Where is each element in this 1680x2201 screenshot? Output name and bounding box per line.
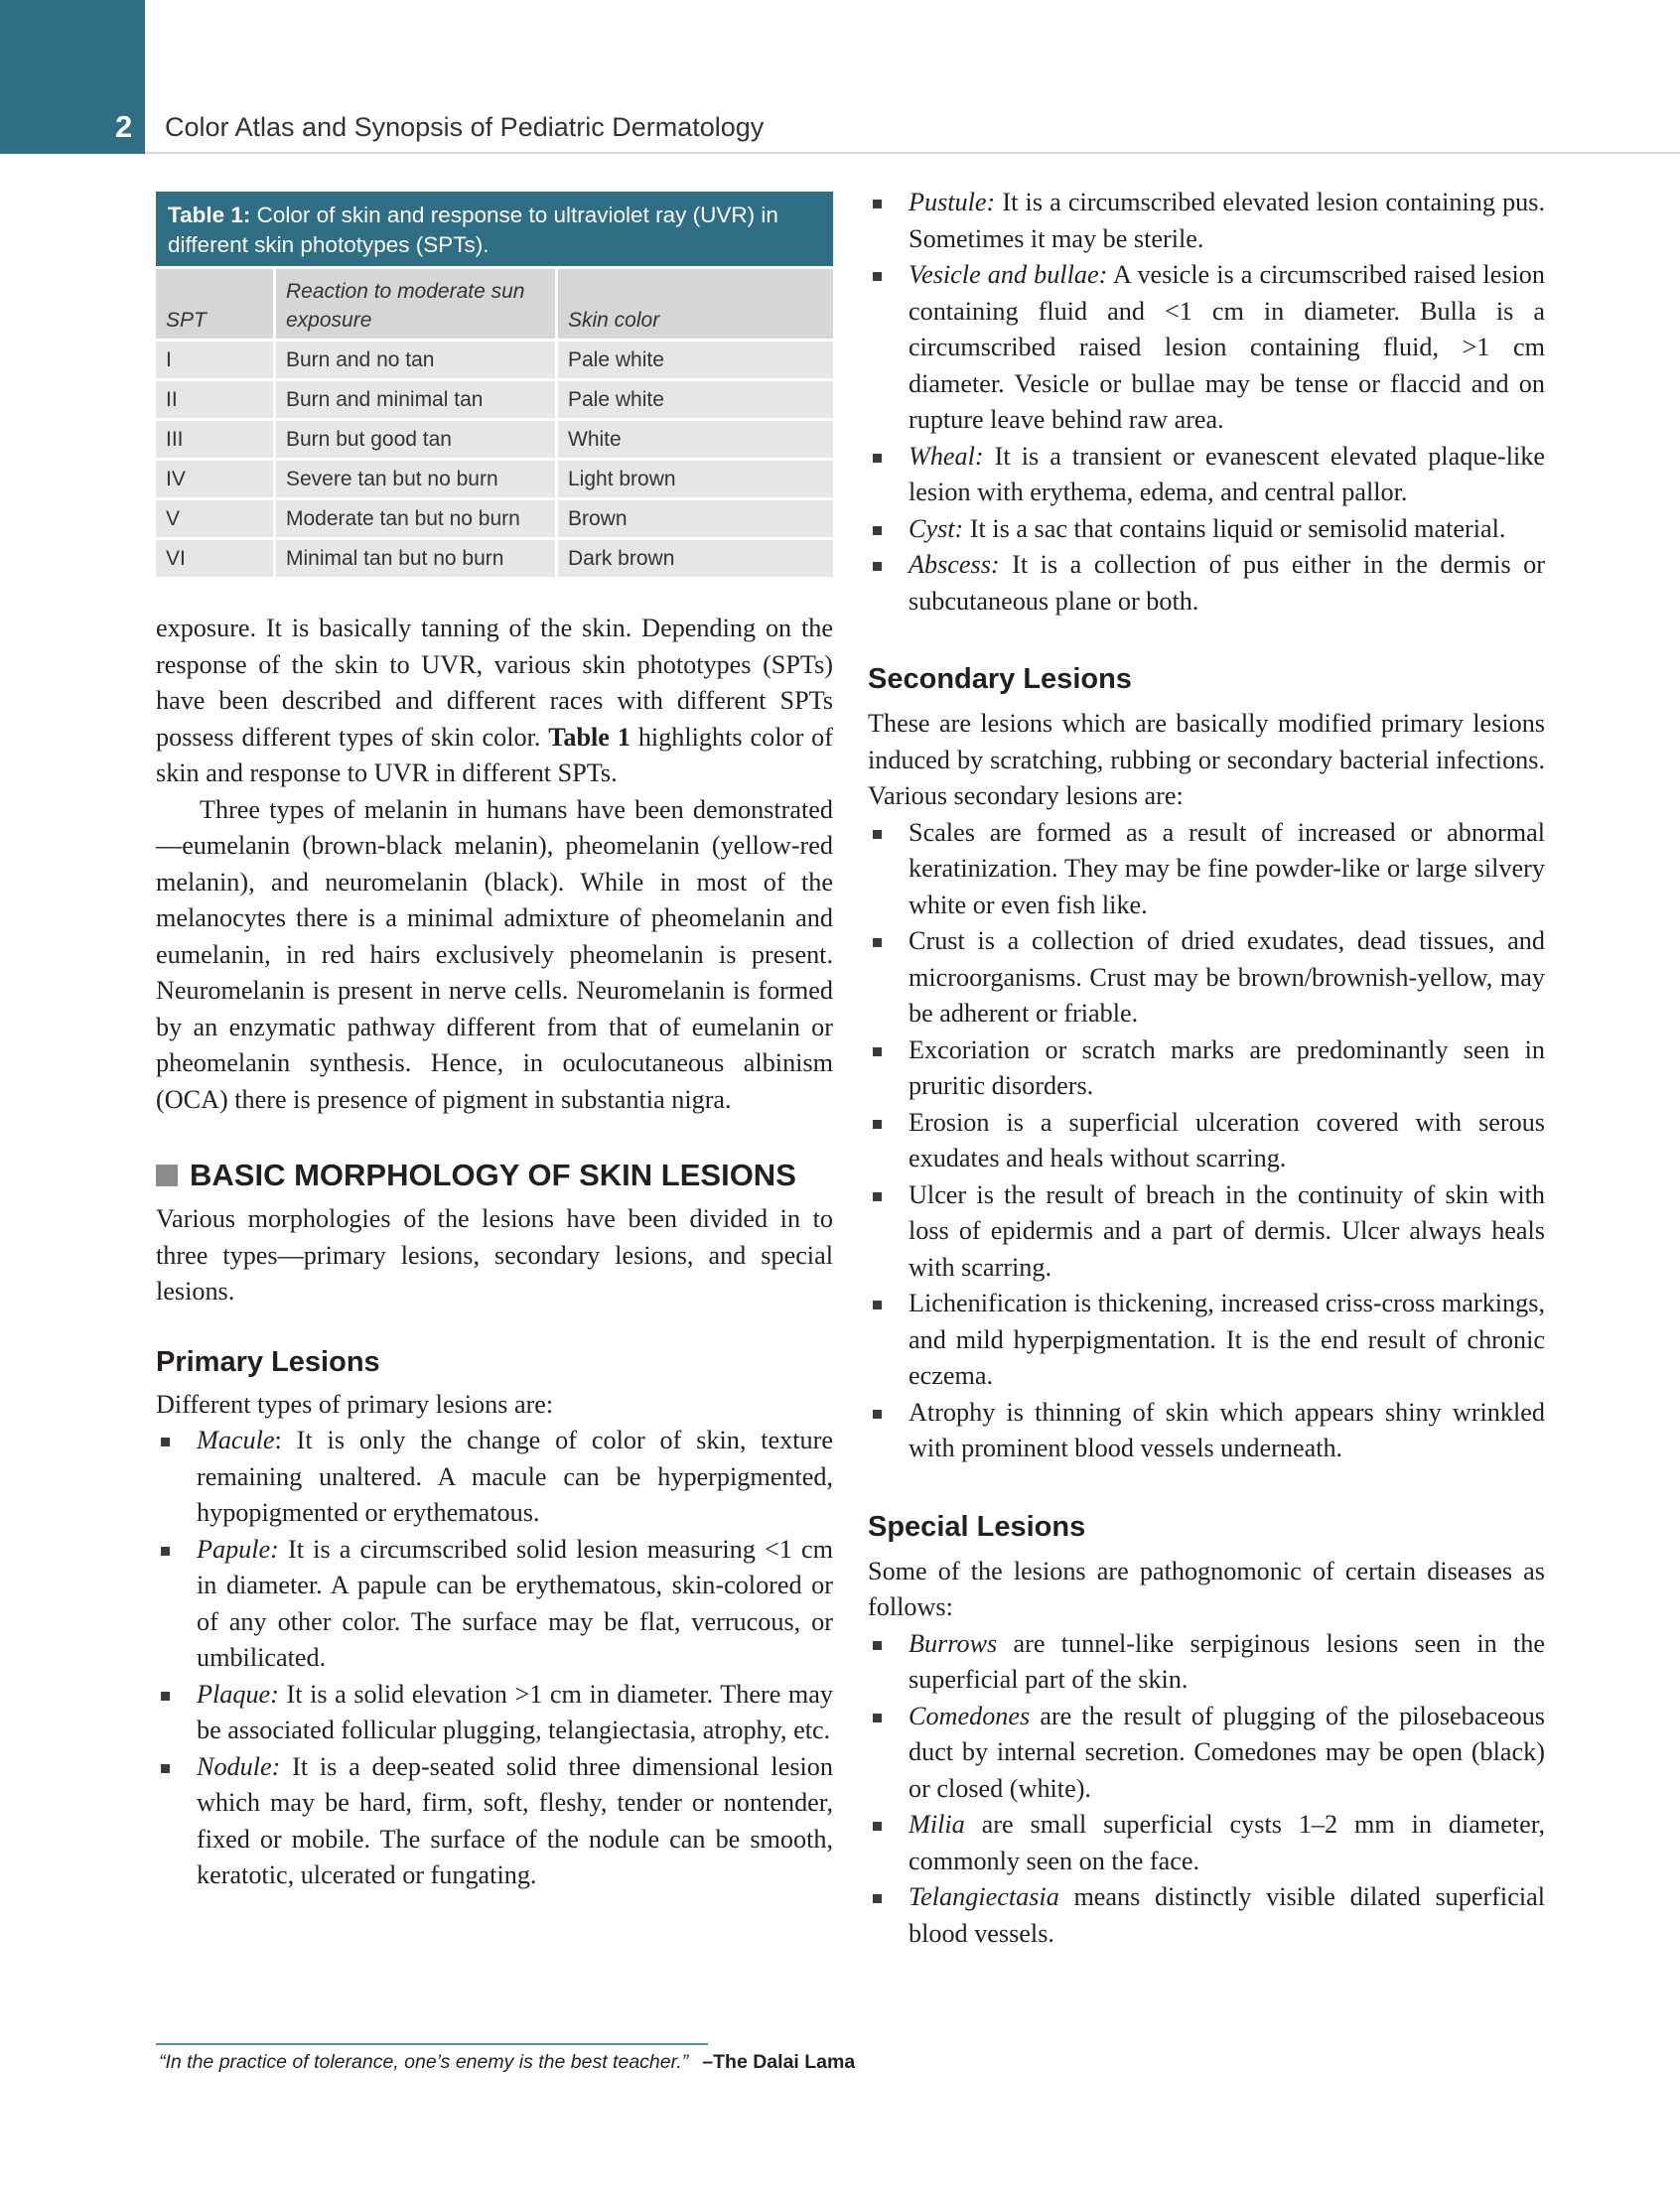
definition: are the result of plugging of the pilosebaceous duct by internal secretion. Comedones may be open (black) or closed (white). — [909, 1701, 1545, 1803]
list-item — [868, 257, 1545, 439]
paragraph: Three types of melanin in humans have been demonstrated—eumelanin (brown-black melanin), pheomelanin (yellow-red melanin), and neuromelanin (black). While in most of the melanocytes there is a minimal admixture of pheomelanin and eumelanin, in red hairs exclusively pheomelanin is present. Neuromelanin is present in nerve cells. Neuromelanin is formed by an enzymatic pathway different from that of eumelanin or pheomelanin synthesis. Hence, in oculocutaneous albinism (OCA) there is presence of pigment in substantia nigra. — [156, 794, 833, 1114]
bullet-icon — [873, 938, 882, 947]
list-item — [868, 511, 1545, 548]
term: Abscess: — [909, 550, 1000, 579]
primary-lesions-list — [156, 1423, 833, 1894]
section-heading — [156, 1158, 833, 1193]
definition: It is a deep-seated solid three dimensional lesion which may be hard, firm, soft, fleshy, tender or nontender, fixed or mobile. The surface of the nodule can be smooth, keratotic, ulcerated or fungating. — [197, 1751, 833, 1889]
definition: It is a solid elevation >1 cm in diameter. There may be associated follicular plugging, telangiectasia, atrophy, etc. — [197, 1679, 833, 1744]
paragraph: Various morphologies of the lesions have been divided in to three types—primary lesions, secondary lesions, and special lesions. — [156, 1204, 833, 1306]
running-title: Color Atlas and Synopsis of Pediatric Dermatology — [165, 112, 765, 142]
definition: are small superficial cysts 1–2 mm in diameter, commonly seen on the face. — [909, 1810, 1545, 1875]
section-heading-text: BASIC MORPHOLOGY OF SKIN LESIONS — [190, 1158, 796, 1192]
list-item — [868, 1626, 1545, 1699]
secondary-lesions-list — [868, 815, 1545, 1467]
list-item — [868, 185, 1545, 257]
list-item — [868, 1699, 1545, 1808]
list-item — [868, 1177, 1545, 1287]
primary-lesions-list-continued — [868, 185, 1545, 619]
footer-quote — [159, 2051, 855, 2074]
bullet-icon — [873, 1120, 882, 1129]
table-row — [156, 378, 833, 418]
table-header-cell: SPT — [156, 269, 276, 339]
bullet-icon — [873, 1822, 882, 1831]
table-cell: Burn and minimal tan — [276, 381, 558, 418]
list-item — [868, 1395, 1545, 1467]
list-item-text: Ulcer is the result of breach in the continuity of skin with loss of epidermis and a part of dermis. Ulcer always heals with scarring. — [909, 1179, 1545, 1282]
list-item — [156, 1749, 833, 1894]
square-icon — [156, 1165, 178, 1186]
bullet-icon — [873, 830, 882, 839]
paragraph — [156, 611, 833, 792]
table-cell: II — [156, 381, 276, 418]
paragraph-text: exposure. It is basically tanning of the skin. Depending on the response of the skin to UVR, various skin phototypes (SPTs) have been described and different races with different SPTs possess different types of skin color. — [156, 614, 833, 752]
page-number: 2 — [115, 109, 133, 144]
term: Cyst: — [909, 513, 964, 543]
list-item-text: Erosion is a superficial ulceration covered with serous exudates and heals without scarring. — [909, 1107, 1545, 1172]
table-cell: Dark brown — [568, 547, 675, 570]
term: Nodule: — [197, 1751, 281, 1781]
table-cell: Pale white — [568, 348, 664, 371]
right-column — [868, 185, 1545, 1952]
quote-text: “In the practice of tolerance, one’s enemy is the best teacher.” — [159, 2051, 689, 2073]
list-item — [868, 1105, 1545, 1177]
term: Wheal: — [909, 441, 984, 471]
definition: It is a circumscribed elevated lesion containing pus. Sometimes it may be sterile. — [909, 188, 1545, 253]
table-header-row — [156, 266, 833, 339]
table-cell: VI — [156, 540, 276, 577]
subsection-heading: Primary Lesions — [156, 1345, 380, 1378]
bullet-icon — [873, 1641, 882, 1650]
subsection-heading: Special Lesions — [868, 1510, 1086, 1543]
definition: It is a circumscribed solid lesion measuring <1 cm in diameter. A papule can be erythematous, skin-colored or of any other color. The surface may be flat, verrucous, or umbilicated. — [197, 1534, 833, 1672]
bullet-icon — [161, 1764, 170, 1773]
bullet-icon — [873, 562, 882, 571]
bullet-icon — [873, 1894, 882, 1903]
bullet-icon — [873, 454, 882, 463]
term: Pustule: — [909, 188, 996, 216]
table-cell: III — [156, 421, 276, 458]
footer-rule — [156, 2043, 708, 2045]
table-row — [156, 537, 833, 577]
bullet-icon — [873, 1192, 882, 1201]
table-cell: IV — [156, 461, 276, 497]
table-cell: Burn and no tan — [276, 342, 558, 378]
table-row — [156, 418, 833, 458]
table-reference: Table 1 — [548, 722, 630, 752]
bullet-icon — [873, 1047, 882, 1056]
list-item-text: Crust is a collection of dried exudates, dead tissues, and microorganisms. Crust may be brown/brownish-yellow, may be adherent or friable. — [909, 926, 1545, 1028]
term: Vesicle and bullae: — [909, 260, 1108, 289]
table-caption-text: Color of skin and response to ultraviolet ray (UVR) in different skin phototypes (SPTs). — [168, 203, 778, 257]
special-lesions-list — [868, 1626, 1545, 1953]
list-item — [156, 1532, 833, 1677]
list-item-text: Lichenification is thickening, increased criss-cross markings, and mild hyperpigmentation. It is the end result of chronic eczema. — [909, 1289, 1545, 1390]
paragraph: Different types of primary lesions are: — [156, 1389, 554, 1419]
definition: : It is only the change of color of skin, texture remaining unaltered. A macule can be hyperpigmented, hypopigmented or erythematous. — [197, 1426, 833, 1527]
bullet-icon — [873, 272, 882, 281]
definition: It is a collection of pus either in the dermis or subcutaneous plane or both. — [909, 550, 1545, 616]
quote-attribution: –The Dalai Lama — [702, 2051, 856, 2073]
bullet-icon — [161, 1692, 170, 1701]
table-row — [156, 458, 833, 497]
term: Macule — [197, 1426, 275, 1454]
list-item — [868, 1286, 1545, 1395]
table-cell: Brown — [568, 507, 628, 530]
table-cell: Pale white — [568, 388, 664, 411]
paragraph-text: highlights color of skin and response to UVR in different SPTs. — [156, 722, 834, 787]
bullet-icon — [873, 1714, 882, 1722]
bullet-icon — [161, 1547, 170, 1556]
list-item — [868, 923, 1545, 1032]
definition: A vesicle is a circumscribed raised lesion containing fluid and <1 cm in diameter. Bulla is a circumscribed raised lesion containing fluid, >1 cm diameter. Vesicle or bullae may be tense or flaccid and on rupture leave behind raw area. — [909, 260, 1545, 434]
list-item — [868, 815, 1545, 924]
table-cell: Severe tan but no burn — [276, 461, 558, 497]
bullet-icon — [873, 1301, 882, 1309]
left-column — [156, 192, 833, 1894]
list-item — [868, 1807, 1545, 1879]
bullet-icon — [161, 1438, 170, 1446]
list-item — [868, 439, 1545, 511]
list-item — [868, 1879, 1545, 1952]
definition: means distinctly visible dilated superficial blood vessels. — [909, 1882, 1545, 1948]
table-row — [156, 497, 833, 537]
term: Milia — [909, 1810, 965, 1839]
list-item — [868, 547, 1545, 619]
table-caption-label: Table 1: — [168, 203, 251, 227]
term: Papule: — [197, 1534, 279, 1564]
list-item-text: Atrophy is thinning of skin which appears shiny wrinkled with prominent blood vessels underneath. — [909, 1397, 1545, 1462]
paragraph: Some of the lesions are pathognomonic of certain diseases as follows: — [868, 1556, 1545, 1621]
list-item — [868, 1032, 1545, 1105]
list-item-text: Scales are formed as a result of increased or abnormal keratinization. They may be fine powder-like or large silvery white or even fish like. — [909, 817, 1545, 919]
header-rule — [145, 152, 1680, 154]
definition: are tunnel-like serpiginous lesions seen in the superficial part of the skin. — [909, 1628, 1545, 1694]
bullet-icon — [873, 1410, 882, 1419]
bullet-icon — [873, 200, 882, 208]
definition: It is a sac that contains liquid or semisolid material. — [963, 513, 1506, 543]
table-1 — [156, 192, 833, 577]
table-cell: White — [568, 428, 622, 451]
table-header-cell: Skin color — [568, 309, 660, 332]
table-row — [156, 339, 833, 378]
paragraph: These are lesions which are basically modified primary lesions induced by scratching, rubbing or secondary bacterial infections. Various secondary lesions are: — [868, 709, 1545, 810]
table-header-cell: Reaction to moderate sun exposure — [276, 269, 558, 339]
definition: It is a transient or evanescent elevated plaque-like lesion with erythema, edema, and central pallor. — [909, 441, 1545, 506]
table-cell: V — [156, 500, 276, 537]
subsection-heading: Secondary Lesions — [868, 663, 1132, 695]
term: Burrows — [909, 1628, 998, 1658]
list-item — [156, 1677, 833, 1749]
table-cell: Burn but good tan — [276, 421, 558, 458]
term: Telangiectasia — [909, 1882, 1059, 1911]
table-cell: Minimal tan but no burn — [276, 540, 558, 577]
list-item — [156, 1423, 833, 1532]
term: Comedones — [909, 1701, 1031, 1730]
table-caption — [156, 192, 833, 266]
term: Plaque: — [197, 1679, 279, 1709]
list-item-text: Excoriation or scratch marks are predominantly seen in pruritic disorders. — [909, 1034, 1545, 1100]
table-cell: I — [156, 342, 276, 378]
table-cell: Light brown — [568, 468, 676, 490]
bullet-icon — [873, 526, 882, 535]
table-cell: Moderate tan but no burn — [276, 500, 558, 537]
